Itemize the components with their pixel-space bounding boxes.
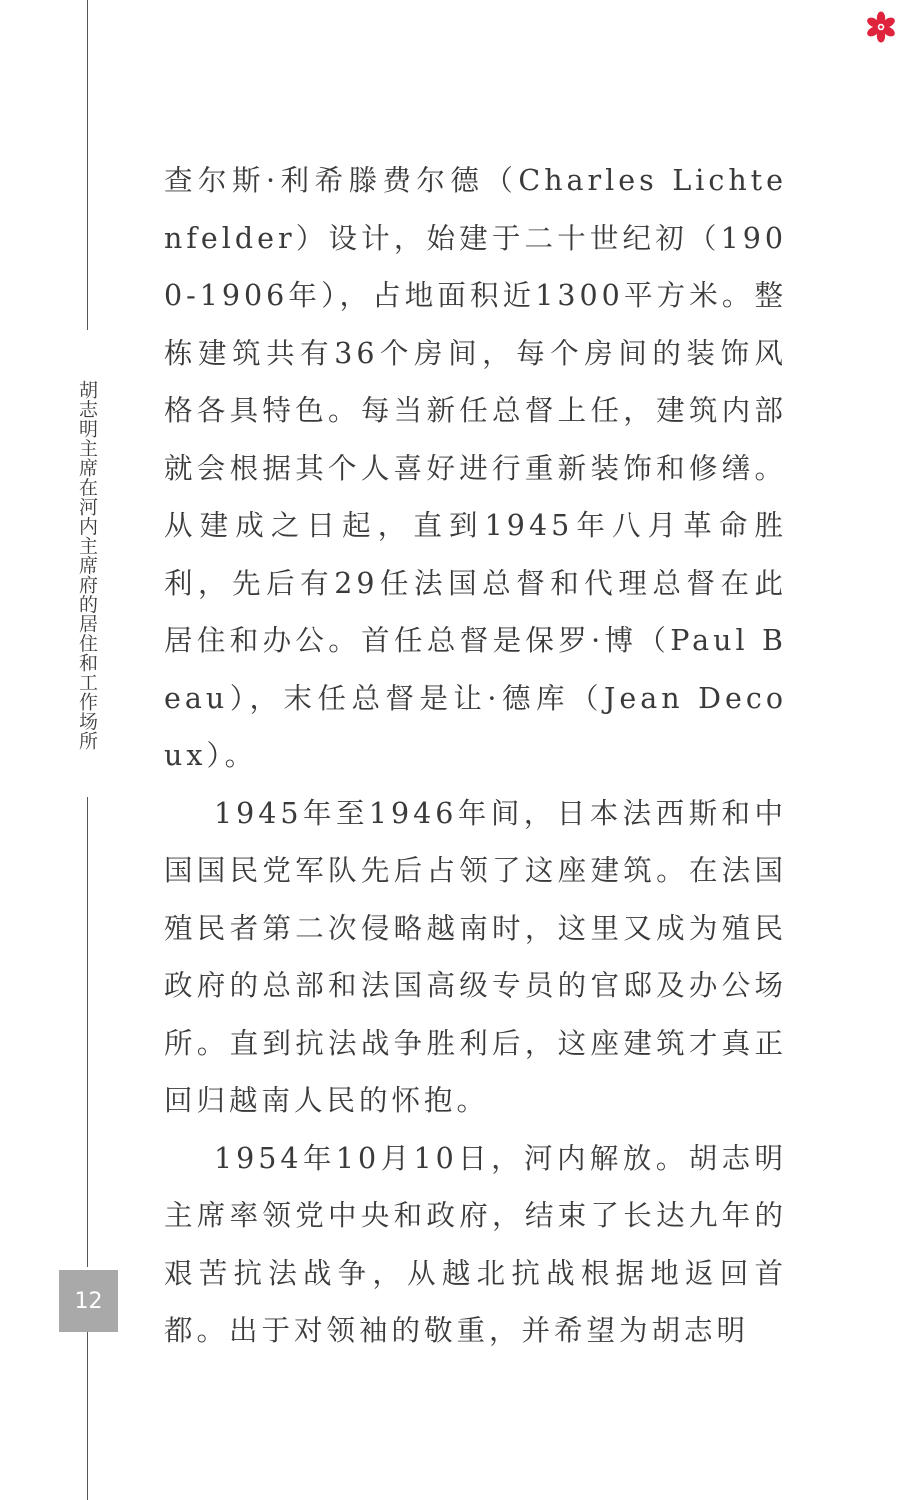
margin-rule-middle bbox=[87, 797, 88, 1267]
paragraph-3: 1954年10月10日，河内解放。胡志明主席率领党中央和政府，结束了长达九年的艰苦抗法战争，从越北抗战根据地返回首都。出于对领袖的敬重，并希望为胡志明 bbox=[164, 1141, 787, 1347]
paragraph-2: 1945年至1946年间，日本法西斯和中国国民党军队先后占领了这座建筑。在法国殖民者第二次侵略越南时，这里又成为殖民政府的总部和法国高级专员的官邸及办公场所。直到抗法战争胜利后，这座建筑才真正回归越南人民的怀抱。 bbox=[164, 796, 787, 1117]
body-text bbox=[164, 152, 787, 1360]
paragraph-1: 查尔斯·利希滕费尔德（Charles Lichtenfelder）设计，始建于二十世纪初（1900-1906年），占地面积近1300平方米。整栋建筑共有36个房间，每个房间的装饰风格各具特色。每当新任总督上任，建筑内部就会根据其个人喜好进行重新装饰和修缮。从建成之日起，直到1945年八月革命胜利，先后有29任法国总督和代理总督在此居住和办公。首任总督是保罗·博（Paul Beau），末任总督是让·德库（Jean Decoux）。 bbox=[164, 164, 787, 772]
flower-icon bbox=[864, 10, 898, 44]
page-number: 12 bbox=[59, 1270, 118, 1332]
running-title: 胡志明主席在河内主席府的居住和工作场所 bbox=[76, 379, 98, 751]
margin-rule-top bbox=[87, 0, 88, 330]
margin-rule-bottom bbox=[87, 1332, 88, 1500]
